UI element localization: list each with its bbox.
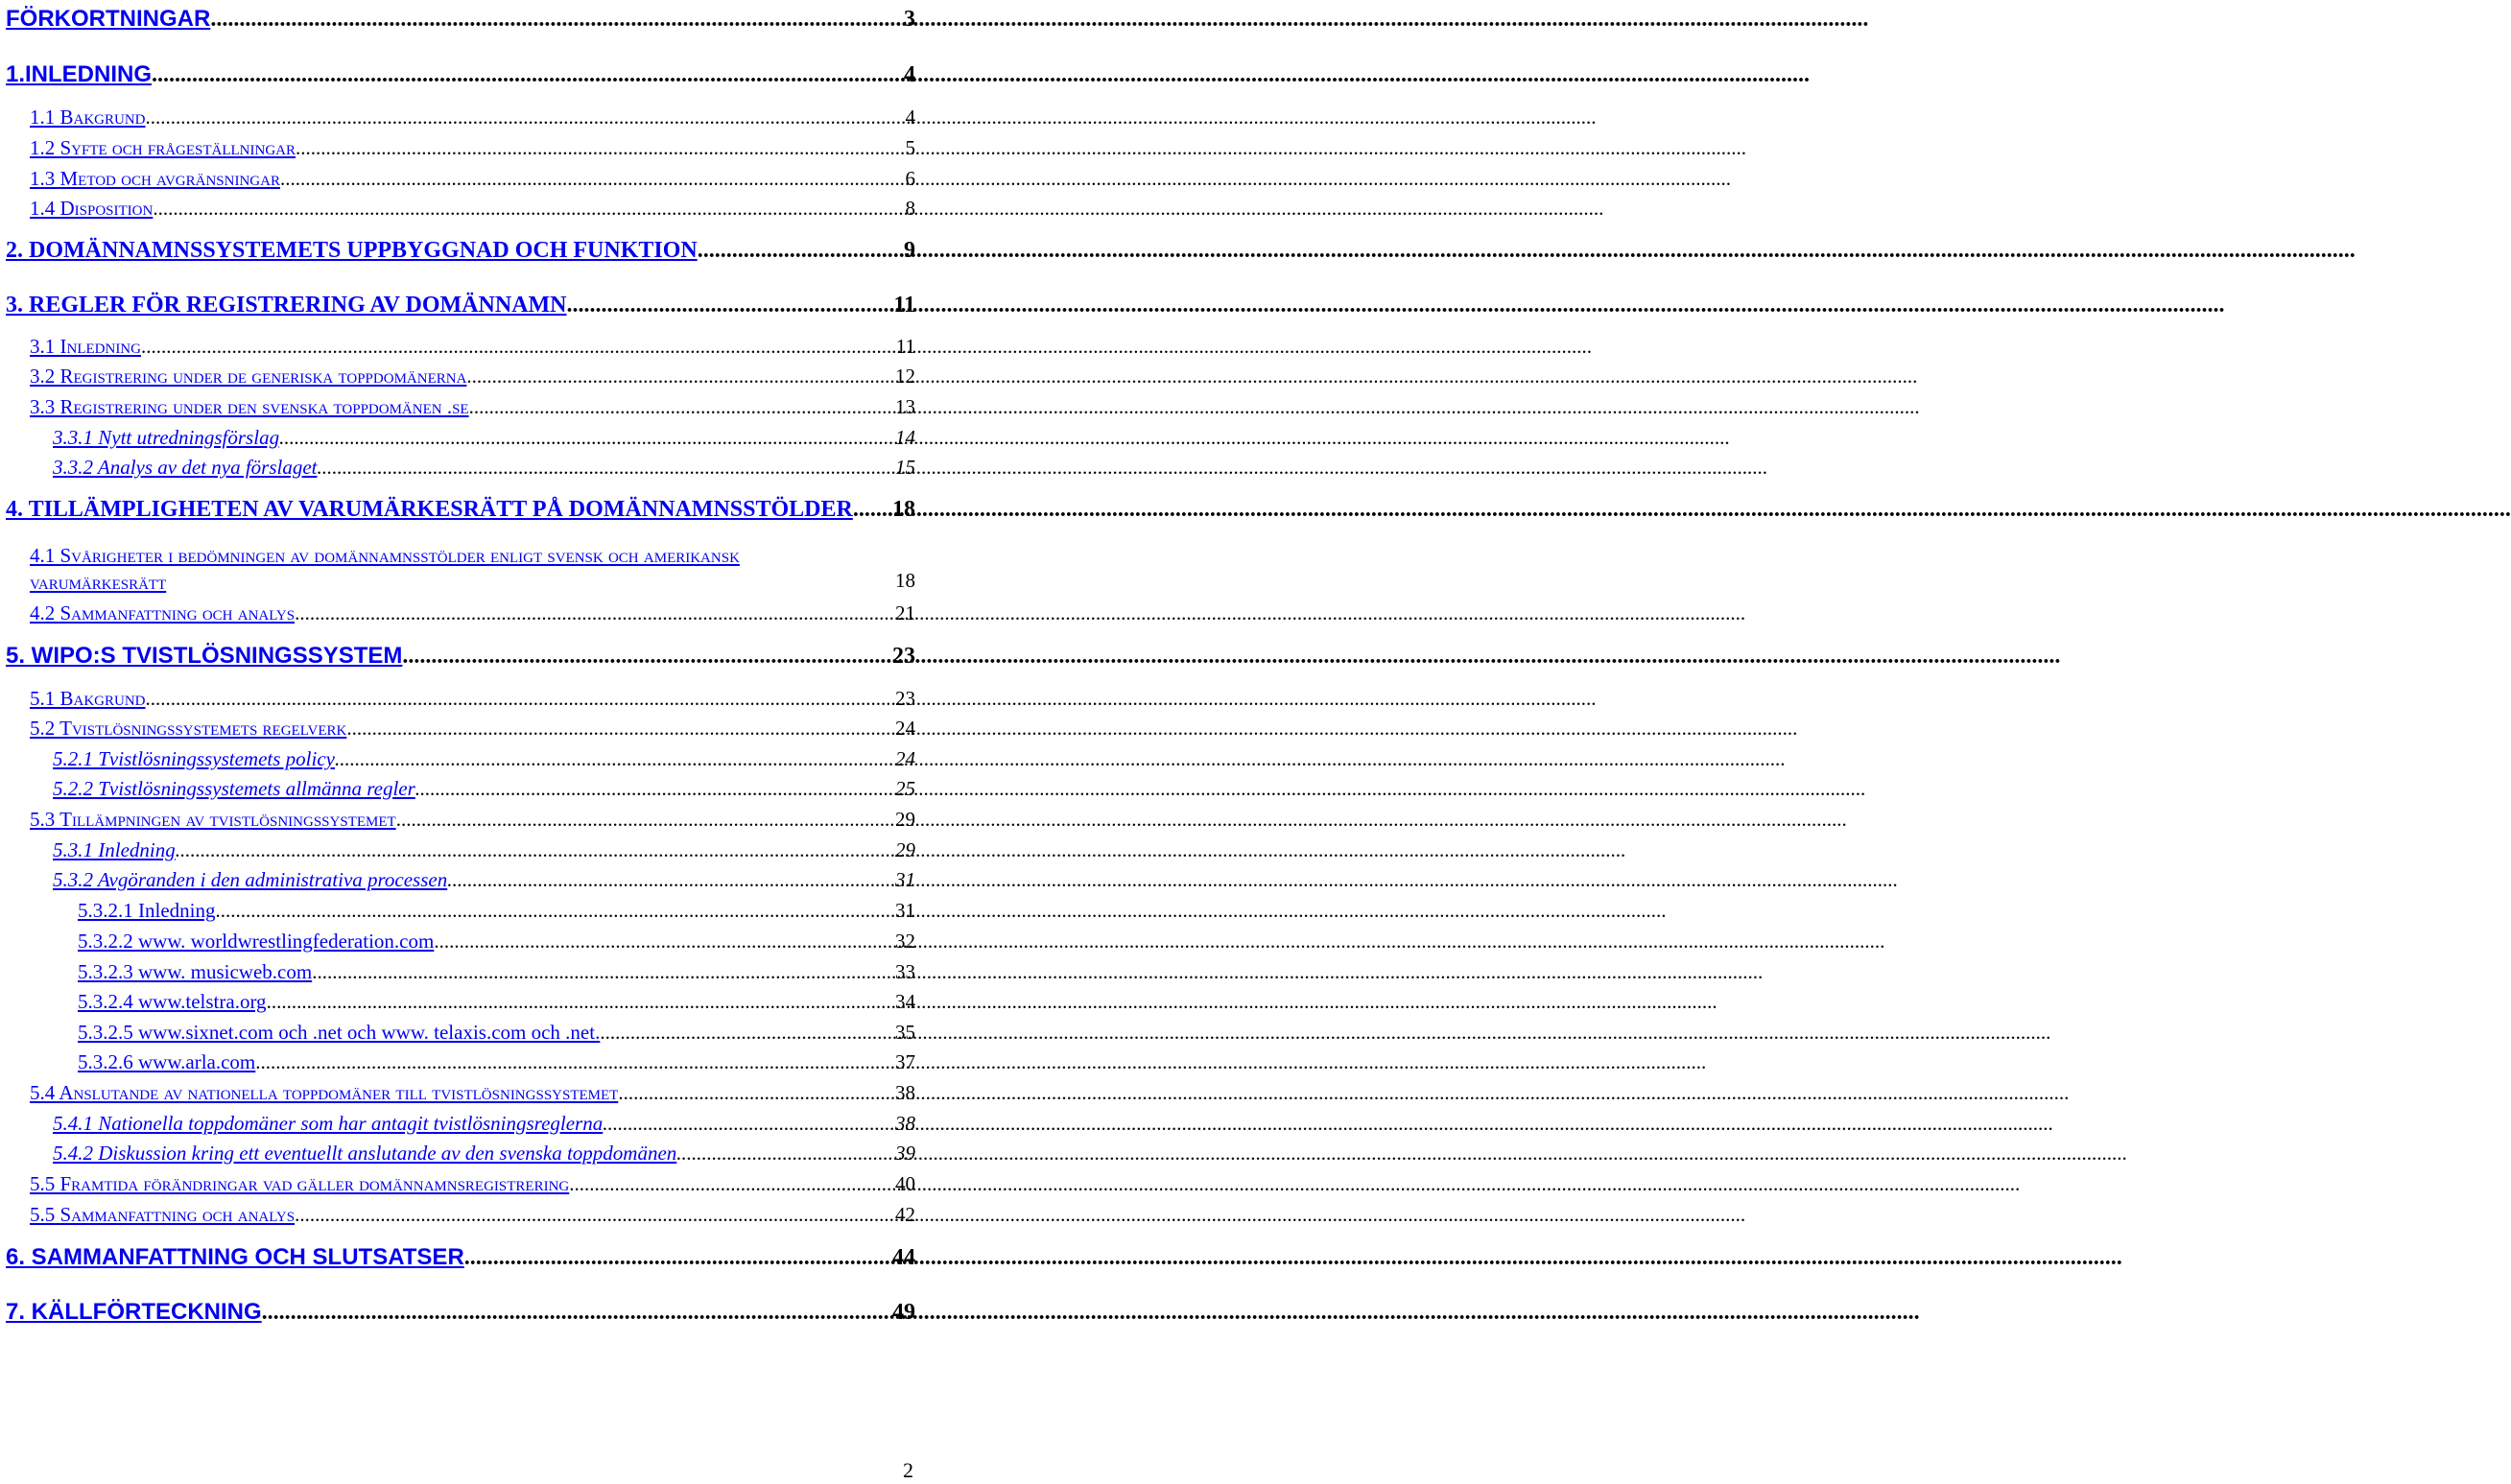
toc-link[interactable]: 1.1 Bakgrund	[30, 106, 146, 129]
toc-entry[interactable]	[53, 456, 915, 484]
toc-entry[interactable]	[78, 1050, 915, 1079]
leader-dots	[335, 747, 895, 771]
toc-link[interactable]: 3.2 Registrering under de generiska toppdomänerna	[30, 365, 467, 388]
toc-page-number: 34	[895, 990, 915, 1013]
leader-dots	[176, 838, 895, 862]
toc-entry[interactable]	[6, 1244, 915, 1273]
toc-link[interactable]: 5.4.2 Diskussion kring ett eventuellt anslutande av den svenska toppdomänen	[53, 1142, 677, 1165]
leader-dots	[141, 335, 896, 359]
toc-entry[interactable]	[6, 497, 915, 526]
toc-entry[interactable]	[78, 960, 915, 989]
leader-dots	[698, 238, 904, 264]
toc-page-number: 14	[895, 426, 915, 449]
leader-dots	[569, 1172, 895, 1196]
toc-entry[interactable]	[30, 601, 915, 630]
toc-page-number: 33	[895, 960, 915, 983]
toc-entry[interactable]	[30, 1172, 915, 1201]
toc-entry[interactable]	[53, 1112, 915, 1141]
toc-entry[interactable]	[30, 1203, 915, 1232]
toc-page-number: 21	[895, 601, 915, 624]
toc-entry[interactable]	[30, 395, 915, 424]
toc-page-number: 8	[905, 197, 915, 220]
toc-link[interactable]: 5.3 Tillämpningen av tvistlösningssystemet	[30, 808, 396, 831]
toc-page-number: 9	[904, 238, 915, 263]
toc-link[interactable]: 5.2.2 Tvistlösningssystemets allmänna regler	[53, 777, 415, 800]
toc-page-number: 29	[895, 838, 915, 861]
toc-entry[interactable]	[78, 1021, 915, 1049]
toc-entry[interactable]	[6, 61, 915, 90]
leader-dots	[447, 868, 895, 892]
toc-entry[interactable]	[53, 747, 915, 776]
toc-entry[interactable]	[30, 808, 915, 836]
toc-page-number: 4	[905, 106, 915, 129]
leader-dots	[396, 808, 895, 832]
toc-entry[interactable]	[53, 868, 915, 897]
leader-dots	[567, 293, 894, 318]
leader-dots	[318, 456, 896, 480]
toc-link[interactable]: 5.4.1 Nationella toppdomäner som har antagit tvistlösningsreglerna	[53, 1112, 604, 1135]
toc-entry[interactable]	[6, 643, 915, 671]
leader-dots	[603, 1112, 895, 1136]
toc-page-number: 11	[893, 293, 915, 318]
toc-link[interactable]: 2. DOMÄNNAMNSSYSTEMETS UPPBYGGNAD OCH FUNKTION	[6, 238, 698, 263]
toc-page-number: 49	[892, 1300, 915, 1325]
leader-dots	[146, 687, 895, 711]
toc-page-number: 6	[905, 167, 915, 190]
leader-dots	[215, 899, 895, 923]
leader-dots	[402, 644, 892, 670]
toc-link[interactable]: 3.3.2 Analys av det nya förslaget	[53, 456, 318, 479]
toc-page-number: 32	[895, 930, 915, 953]
toc-entry[interactable]	[53, 777, 915, 806]
toc-entry[interactable]	[6, 293, 915, 321]
leader-dots	[267, 990, 895, 1014]
leader-dots	[469, 395, 895, 419]
toc-entry[interactable]	[53, 426, 915, 455]
leader-dots	[434, 930, 895, 954]
toc-link[interactable]: 5.2 Tvistlösningssystemets regelverk	[30, 717, 347, 740]
leader-dots	[279, 426, 895, 450]
toc-link[interactable]: 3.1 Inledning	[30, 335, 141, 358]
toc-entry[interactable]	[30, 167, 915, 196]
leader-dots	[153, 197, 905, 221]
leader-dots	[464, 1245, 892, 1271]
toc-link[interactable]: 5. WIPO:S TVISTLÖSNINGSSYSTEM	[6, 643, 403, 669]
toc-link[interactable]: 5.1 Bakgrund	[30, 687, 146, 710]
leader-dots	[255, 1050, 895, 1074]
toc-link[interactable]: 4.1 Svårigheter i bedömningen av domännamnsstölder enligt svensk och amerikansk varumärkesrätt	[30, 544, 740, 594]
toc-link[interactable]: 5.3.2.5 www.sixnet.com och .net och www. telaxis.com och .net.	[78, 1021, 601, 1044]
toc-page-number: 18	[892, 497, 915, 522]
toc-entry[interactable]	[30, 197, 915, 225]
toc-page-number: 31	[895, 899, 915, 922]
toc-link[interactable]: 6. SAMMANFATTNING OCH SLUTSATSER	[6, 1244, 464, 1270]
toc-entry[interactable]	[30, 365, 915, 393]
toc-entry[interactable]	[53, 1142, 915, 1170]
toc-link[interactable]: 3.3 Registrering under den svenska toppdomänen .se	[30, 395, 469, 418]
toc-link[interactable]: 5.5 Framtida förändringar vad gäller domännamnsregistrering	[30, 1172, 570, 1195]
toc-page-number: 12	[895, 365, 915, 388]
leader-dots	[295, 1203, 895, 1227]
leader-dots	[296, 136, 905, 160]
toc-page-number: 11	[895, 335, 915, 358]
toc-page-number: 35	[895, 1021, 915, 1044]
leader-dots	[152, 62, 904, 88]
toc-page-number: 23	[895, 687, 915, 710]
leader-dots	[262, 1300, 892, 1326]
toc-link[interactable]: 4.2 Sammanfattning och analys	[30, 601, 296, 624]
toc-entry[interactable]	[78, 899, 915, 928]
toc-link[interactable]: 5.4 Anslutande av nationella toppdomäner till tvistlösningssystemet	[30, 1081, 619, 1104]
toc-link[interactable]: FÖRKORTNINGAR	[6, 6, 211, 32]
toc-page-number: 4	[904, 62, 915, 87]
leader-dots	[618, 1081, 895, 1105]
toc-page-number: 39	[895, 1142, 915, 1165]
leader-dots	[853, 497, 892, 523]
toc-page-number: 40	[895, 1172, 915, 1195]
toc-entry[interactable]	[30, 1081, 915, 1110]
toc-entry[interactable]	[30, 717, 915, 745]
toc-link[interactable]: 7. KÄLLFÖRTECKNING	[6, 1299, 262, 1325]
leader-dots	[346, 717, 895, 741]
toc-page-number: 23	[892, 644, 915, 669]
toc-link[interactable]: 3.3.1 Nytt utredningsförslag	[53, 426, 280, 449]
leader-dots	[210, 7, 904, 33]
toc-link[interactable]: 5.3.2 Avgöranden i den administrativa processen	[53, 868, 448, 891]
toc-entry[interactable]	[78, 990, 915, 1019]
toc-link[interactable]: 5.3.1 Inledning	[53, 838, 176, 861]
toc-link[interactable]: 5.3.2.3 www. musicweb.com	[78, 960, 313, 983]
toc-page-number: 29	[895, 808, 915, 831]
toc-page-number: 18	[895, 569, 915, 592]
toc-link[interactable]: 1.4 Disposition	[30, 197, 154, 220]
toc-link[interactable]: 4. TILLÄMPLIGHETEN AV VARUMÄRKESRÄTT PÅ DOMÄNNAMNSSTÖLDER	[6, 497, 853, 522]
toc-page-number: 38	[895, 1081, 915, 1104]
toc-page-number: 24	[895, 717, 915, 740]
toc-link[interactable]: 5.3.2.2 www. worldwrestlingfederation.com	[78, 930, 435, 953]
leader-dots	[600, 1021, 895, 1045]
toc-entry[interactable]	[78, 930, 915, 958]
leader-dots	[146, 106, 906, 130]
toc-page-number: 13	[895, 395, 915, 418]
toc-link[interactable]: 3. REGLER FÖR REGISTRERING AV DOMÄNNAMN	[6, 293, 567, 318]
toc-link[interactable]: 1.2 Syfte och frågeställningar	[30, 136, 296, 159]
toc-entry[interactable]	[30, 335, 915, 364]
toc-entry[interactable]	[30, 136, 915, 165]
toc-page-number: 25	[895, 777, 915, 800]
toc-page-number: 37	[895, 1050, 915, 1073]
toc-entry[interactable]	[6, 238, 915, 267]
toc-page-number: 5	[905, 136, 915, 159]
toc-entry[interactable]	[30, 687, 915, 716]
toc-page-number: 31	[895, 868, 915, 891]
toc-entry[interactable]	[30, 106, 915, 134]
toc-link[interactable]: 5.3.2.1 Inledning	[78, 899, 216, 922]
leader-dots	[312, 960, 895, 984]
toc-link[interactable]: 5.3.2.4 www.telstra.org	[78, 990, 267, 1013]
leader-dots	[466, 365, 895, 389]
toc-page-number: 24	[895, 747, 915, 770]
toc-page-number: 15	[895, 456, 915, 479]
toc-page-number: 44	[892, 1245, 915, 1270]
toc-page-number: 3	[904, 7, 915, 32]
page-number: 2	[903, 1458, 913, 1482]
toc-link[interactable]: 1.INLEDNING	[6, 61, 153, 87]
toc-link[interactable]: 5.3.2.6 www.arla.com	[78, 1050, 256, 1073]
toc-entry[interactable]	[30, 542, 915, 596]
toc-entry[interactable]	[6, 6, 915, 35]
leader-dots	[676, 1142, 895, 1166]
toc-link[interactable]: 5.5 Sammanfattning och analys	[30, 1203, 296, 1226]
leader-dots	[280, 167, 906, 191]
toc-page-number: 42	[895, 1203, 915, 1226]
leader-dots	[415, 777, 895, 801]
leader-dots	[295, 601, 895, 625]
toc-link[interactable]: 1.3 Metod och avgränsningar	[30, 167, 280, 190]
toc-page-number: 38	[895, 1112, 915, 1135]
toc-entry[interactable]	[53, 838, 915, 867]
toc-entry[interactable]	[6, 1299, 915, 1328]
toc-link[interactable]: 5.2.1 Tvistlösningssystemets policy	[53, 747, 335, 770]
